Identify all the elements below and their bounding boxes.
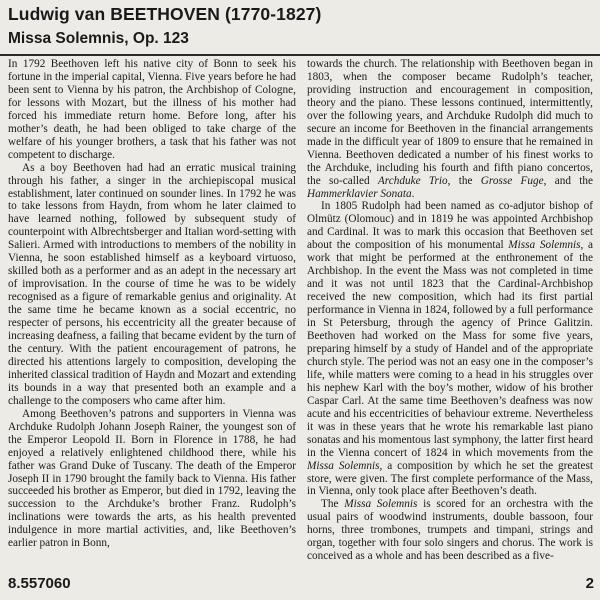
italic-title: Missa Solemnis [344,498,418,511]
page-header [0,0,600,58]
text-run: towards the church. The relationship with Beethoven began in 1803, when the composer became Rudolph’s teacher, providing instruction and encouragement in composition, theory and the piano. These lessons continued, intermittently, over the following years, and Archduke Rudolph did much to secure an income for Beethoven in the financial arrangements made in the difficult year of 1809 to ensure that he remained in Vienna. Beethoven dedicated a number of his finest works to the Archduke, including his fourth and fifth piano concertos, the so-called [307,58,593,187]
text-run: The [321,498,345,511]
page-subtitle: Missa Solemnis, Op. 123 [8,30,189,47]
paragraph [307,58,593,200]
italic-title: Hammerklavier Sonata [307,187,412,200]
catalogue-number: 8.557060 [8,575,71,592]
text-run: . [411,187,415,200]
italic-title: Missa Solemnis [307,459,380,472]
right-column [307,58,593,563]
page-number: 2 [585,575,594,592]
text-run: , a work that might be performed at the enthronement of the Archbishop. In the event the Mass was not completed in time and it was not until 1823 that the Cardinal-Archbishop received the new composition, which had its first partial performance in Vienna in 1824, followed by a full performance in St Petersburg, through the agency of Prince Galitzin. Beethoven had worked on the Mass for some five years, preparing himself by a study of Handel and of the appropriate church style. The period was not an easy one in the composer’s life, while matters were coming to a head in his struggles over his nephew Karl with the boy’s mother, widow of his brother Caspar Carl. At the same time Beethoven’s deafness was now acute and his eccentricities of behaviour extreme. Nevertheless it was in these years that he wrote his remarkable last piano sonatas and his momentous last symphony, the latter first heard in the Vienna concert of 1824 in which movements from the [307,239,594,459]
header-divider [0,54,600,56]
italic-title: Grosse Fuge [480,174,544,187]
paragraph [307,200,593,498]
paragraph: In 1792 Beethoven left his native city of Bonn to seek his fortune in the imperial capital, Vienna. Five years before he had been sent to Vienna by his patron, the Archbishop of Cologne, for lessons with Mozart, but the illness of his mother had forced his immediate return home. Before long, after his mother’s death, he had been obliged to take charge of the welfare of his younger brothers, a task that his father was not competent to discharge. [8,58,296,161]
paragraph: Among Beethoven’s patrons and supporters in Vienna was Archduke Rudolph Johann Joseph Rainer, the youngest son of the Emperor Leopold II. Born in Florence in 1788, he had enjoyed a relatively enlightened childhood there, while his father was Grand Duke of Tuscany. The death of the Emperor Joseph II in 1790 brought the family back to Vienna. His father succeeded his brother as Emperor, but died in 1792, leaving the succession to the Archduke’s brother Franz. Rudolph’s inclinations were towards the arts, as his health prevented indulgence in more martial activities, and, like Beethoven’s earlier patron in Bonn, [8,407,296,550]
paragraph [307,498,593,563]
paragraph: As a boy Beethoven had had an erratic musical training through his father, a singer in the archiepiscopal musical establishment, later continued on sounder lines. In 1792 he was to take lessons from Haydn, from whom he later claimed to have learned nothing, followed by subsequent study of counterpoint with Albrechtsberger and Italian word-setting with Salieri. Armed with introductions to members of the nobility in Vienna, he soon established himself as a keyboard virtuoso, skilled both as a performer and as an adept in the necessary art of improvisation. In the course of time he was to be widely recognised as a figure of remarkable genius and originality. At the same time he became known as a social eccentric, no respecter of persons, his eccentricity all the greater because of increasing deafness, a failing that became evident by the turn of the century. With the patient encouragement of patrons, he directed his attentions largely to composition, developing the inherited classical tradition of Haydn and Mozart and extending its bounds in a way that presented both an example and a challenge to the composers who came after him. [8,161,296,407]
page-title: Ludwig van BEETHOVEN (1770-1827) [8,4,322,24]
italic-title: Archduke Trio [377,174,448,187]
text-run: , and the [543,174,593,187]
text-run: , a composition by which he set the greatest store, were given. The first complete performance of the Mass, in Vienna, only took place after Beethoven’s death. [307,459,594,498]
italic-title: Missa Solemnis [508,239,581,252]
left-column [8,58,296,550]
text-run: In 1805 Rudolph had been named as co-adjutor bishop of Olmütz (Olomouc) and in 1819 he was appointed Archbishop and Cardinal. It was to mark this occasion that Beethoven set about the composition of his monumental [307,200,593,252]
text-run: is scored for an orchestra with the usual pairs of woodwind instruments, double bassoon, four horns, three trombones, trumpets and timpani, strings and organ, together with four solo singers and chorus. The work is conceived as a whole and has been described as a five- [307,498,594,563]
text-run: , the [447,174,481,187]
